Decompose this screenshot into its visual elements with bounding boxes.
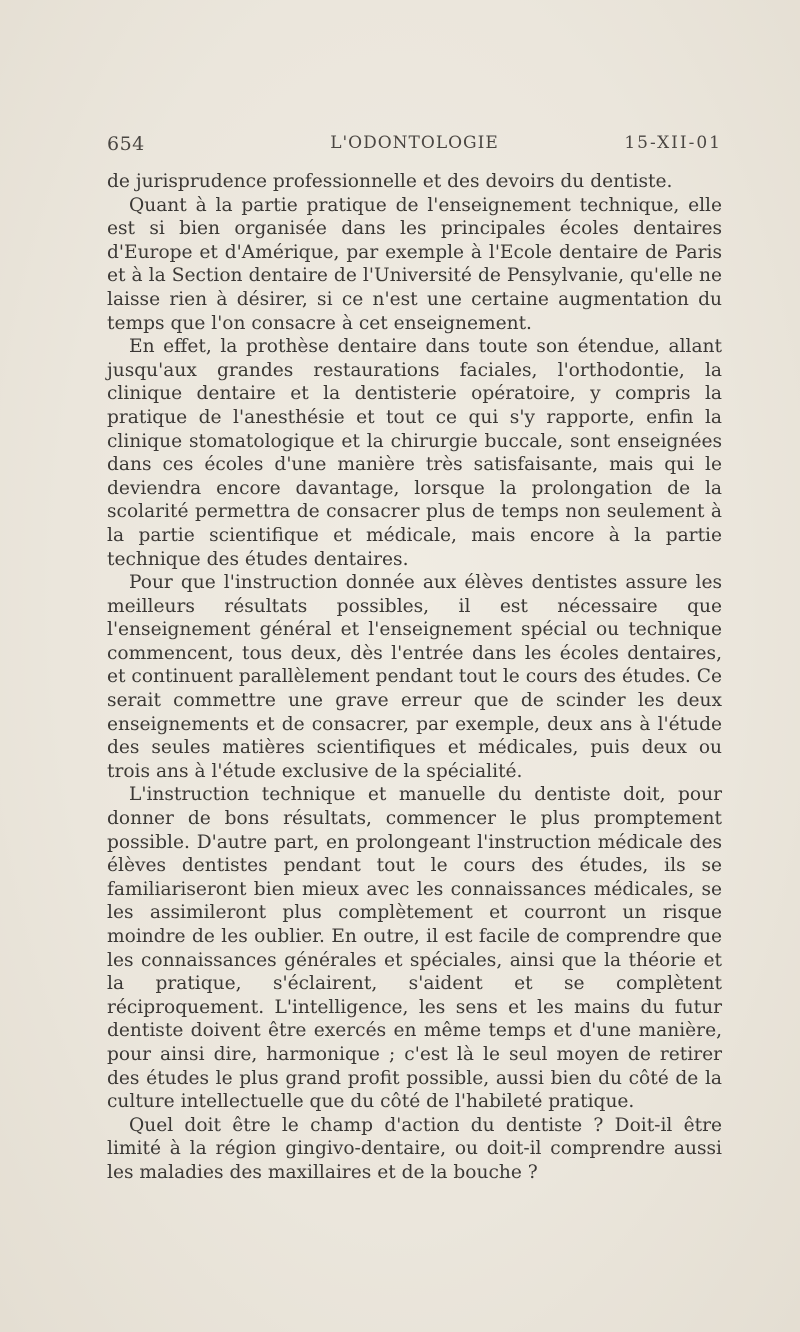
page-number: 654 (107, 133, 145, 155)
body-text (107, 170, 722, 1185)
paragraph: L'instruction technique et manuelle du dentiste doit, pour donner de bons résultats, commencer le plus promptement possible. D'autre part, en prolongeant l'instruction médicale des élèves dentistes pendant tout le cours des études, ils se familiariseront bien mieux avec les connaissances médicales, se les assimileront plus complètement et courront un risque moindre de les oublier. En outre, il est facile de comprendre que les connaissances générales et spéciales, ainsi que la théorie et la pratique, s'éclairent, s'aident et se complètent réciproquement. L'intelligence, les sens et les mains du futur dentiste doivent être exercés en même temps et d'une manière, pour ainsi dire, harmonique ; c'est là le seul moyen de retirer des études le plus grand profit possible, aussi bien du côté de la culture intellectuelle que du côté de l'habileté pratique. (107, 784, 722, 1113)
running-title: L'ODONTOLOGIE (330, 133, 499, 153)
paragraph: Quant à la partie pratique de l'enseignement technique, elle est si bien organisée dans les principales écoles dentaires d'Europe et d'Amérique, par exemple à l'Ecole dentaire de Paris et à la Section dentaire de l'Université de Pensylvanie, qu'elle ne laisse rien à désirer, si ce n'est une certaine augmentation du temps que l'on consacre à cet enseignement. (107, 194, 722, 334)
paragraph: Quel doit être le champ d'action du dentiste ? Doit-il être limité à la région gingivo-dentaire, ou doit-il comprendre aussi les maladies des maxillaires et de la bouche ? (107, 1114, 722, 1183)
running-header (107, 133, 722, 159)
issue-date: 15-XII-01 (624, 133, 722, 153)
paragraph: En effet, la prothèse dentaire dans toute son étendue, allant jusqu'aux grandes restaurations faciales, l'orthodontie, la clinique dentaire et la dentisterie opératoire, y compris la pratique de l'anesthésie et tout ce qui s'y rapporte, enfin la clinique stomatologique et la chirurgie buccale, sont enseignées dans ces écoles d'une manière très satisfaisante, mais qui le deviendra encore davantage, lorsque la prolongation de la scolarité permettra de consacrer plus de temps non seulement à la partie scientifique et médicale, mais encore à la partie technique des études dentaires. (107, 336, 722, 570)
paragraph: Pour que l'instruction donnée aux élèves dentistes assure les meilleurs résultats possibles, il est nécessaire que l'enseignement général et l'enseignement spécial ou technique commencent, tous deux, dès l'entrée dans les écoles dentaires, et continuent parallèlement pendant tout le cours des études. Ce serait commettre une grave erreur que de scinder les deux enseignements et de consacrer, par exemple, deux ans à l'étude des seules matières scientifiques et médicales, puis deux ou trois ans à l'étude exclusive de la spécialité. (107, 572, 722, 782)
paragraph-continuation: de jurisprudence professionnelle et des devoirs du dentiste. (107, 171, 673, 192)
